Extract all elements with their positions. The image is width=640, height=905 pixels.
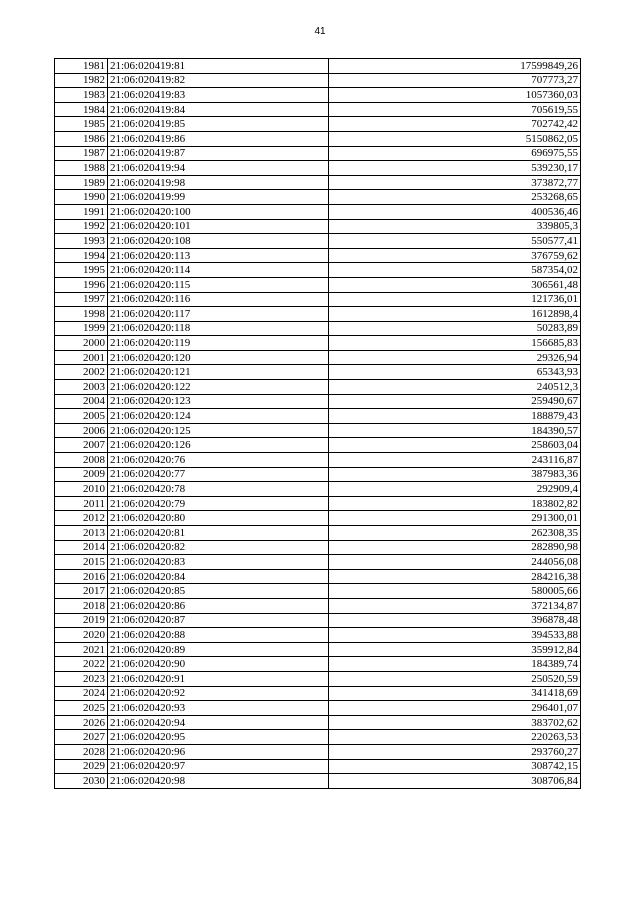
- cadastral-number-cell: 21:06:020420:92: [108, 686, 329, 701]
- table-row: [55, 277, 581, 292]
- row-number-cell: 1999: [55, 321, 108, 336]
- value-cell: 696975,55: [329, 146, 581, 161]
- table-row: [55, 161, 581, 176]
- table-row: [55, 555, 581, 570]
- value-cell: 550577,41: [329, 234, 581, 249]
- value-cell: 296401,07: [329, 701, 581, 716]
- table-row: [55, 744, 581, 759]
- value-cell: 184389,74: [329, 657, 581, 672]
- table-row: [55, 613, 581, 628]
- value-cell: 259490,67: [329, 394, 581, 409]
- cadastral-number-cell: 21:06:020420:115: [108, 277, 329, 292]
- table-row: [55, 219, 581, 234]
- table-row: [55, 365, 581, 380]
- page-number: 41: [314, 26, 326, 37]
- value-cell: 339805,3: [329, 219, 581, 234]
- table-row: [55, 292, 581, 307]
- value-cell: 373872,77: [329, 175, 581, 190]
- row-number-cell: 1987: [55, 146, 108, 161]
- table-row: [55, 774, 581, 789]
- cadastral-number-cell: 21:06:020420:90: [108, 657, 329, 672]
- table-row: [55, 321, 581, 336]
- value-cell: 250520,59: [329, 671, 581, 686]
- cadastral-number-cell: 21:06:020420:126: [108, 438, 329, 453]
- cadastral-number-cell: 21:06:020420:91: [108, 671, 329, 686]
- cadastral-number-cell: 21:06:020420:95: [108, 730, 329, 745]
- value-cell: 292909,4: [329, 482, 581, 497]
- row-number-cell: 2027: [55, 730, 108, 745]
- cadastral-number-cell: 21:06:020420:101: [108, 219, 329, 234]
- value-cell: 121736,01: [329, 292, 581, 307]
- row-number-cell: 2000: [55, 336, 108, 351]
- table-row: [55, 628, 581, 643]
- row-number-cell: 2010: [55, 482, 108, 497]
- row-number-cell: 2007: [55, 438, 108, 453]
- value-cell: 383702,62: [329, 715, 581, 730]
- row-number-cell: 1989: [55, 175, 108, 190]
- value-cell: 308706,84: [329, 774, 581, 789]
- cadastral-number-cell: 21:06:020420:93: [108, 701, 329, 716]
- row-number-cell: 1986: [55, 131, 108, 146]
- cadastral-number-cell: 21:06:020420:87: [108, 613, 329, 628]
- table-row: [55, 73, 581, 88]
- cadastral-number-cell: 21:06:020420:78: [108, 482, 329, 497]
- value-cell: 258603,04: [329, 438, 581, 453]
- cadastral-number-cell: 21:06:020420:94: [108, 715, 329, 730]
- row-number-cell: 1991: [55, 204, 108, 219]
- cadastral-number-cell: 21:06:020420:81: [108, 526, 329, 541]
- row-number-cell: 1981: [55, 59, 108, 74]
- value-cell: 308742,15: [329, 759, 581, 774]
- table-row: [55, 526, 581, 541]
- table-row: [55, 423, 581, 438]
- table-row: [55, 715, 581, 730]
- row-number-cell: 1998: [55, 307, 108, 322]
- row-number-cell: 2025: [55, 701, 108, 716]
- cadastral-number-cell: 21:06:020419:83: [108, 88, 329, 103]
- row-number-cell: 2004: [55, 394, 108, 409]
- value-cell: 29326,94: [329, 350, 581, 365]
- value-cell: 394533,88: [329, 628, 581, 643]
- cadastral-number-cell: 21:06:020420:125: [108, 423, 329, 438]
- value-cell: 188879,43: [329, 409, 581, 424]
- cadastral-number-cell: 21:06:020420:119: [108, 336, 329, 351]
- table-row: [55, 701, 581, 716]
- table-row: [55, 730, 581, 745]
- value-cell: 293760,27: [329, 744, 581, 759]
- table-row: [55, 759, 581, 774]
- row-number-cell: 2003: [55, 380, 108, 395]
- cadastral-number-cell: 21:06:020420:85: [108, 584, 329, 599]
- cadastral-number-cell: 21:06:020419:84: [108, 102, 329, 117]
- cadastral-number-cell: 21:06:020420:79: [108, 496, 329, 511]
- table-row: [55, 657, 581, 672]
- table-row: [55, 642, 581, 657]
- cadastral-number-cell: 21:06:020419:99: [108, 190, 329, 205]
- cadastral-number-cell: 21:06:020420:123: [108, 394, 329, 409]
- value-cell: 282890,98: [329, 540, 581, 555]
- row-number-cell: 2017: [55, 584, 108, 599]
- cadastral-number-cell: 21:06:020420:121: [108, 365, 329, 380]
- row-number-cell: 1997: [55, 292, 108, 307]
- row-number-cell: 2013: [55, 526, 108, 541]
- cadastral-number-cell: 21:06:020420:86: [108, 598, 329, 613]
- row-number-cell: 1995: [55, 263, 108, 278]
- value-cell: 17599849,26: [329, 59, 581, 74]
- row-number-cell: 2021: [55, 642, 108, 657]
- cadastral-number-cell: 21:06:020420:96: [108, 744, 329, 759]
- table-row: [55, 88, 581, 103]
- value-cell: 5150862,05: [329, 131, 581, 146]
- table-row: [55, 569, 581, 584]
- row-number-cell: 2002: [55, 365, 108, 380]
- row-number-cell: 1988: [55, 161, 108, 176]
- table-row: [55, 146, 581, 161]
- value-cell: 291300,01: [329, 511, 581, 526]
- cadastral-number-cell: 21:06:020420:76: [108, 453, 329, 468]
- value-cell: 400536,46: [329, 204, 581, 219]
- value-cell: 396878,48: [329, 613, 581, 628]
- value-cell: 220263,53: [329, 730, 581, 745]
- row-number-cell: 1993: [55, 234, 108, 249]
- value-cell: 183802,82: [329, 496, 581, 511]
- row-number-cell: 2011: [55, 496, 108, 511]
- row-number-cell: 2014: [55, 540, 108, 555]
- row-number-cell: 2006: [55, 423, 108, 438]
- table-row: [55, 234, 581, 249]
- table-row: [55, 511, 581, 526]
- value-cell: 372134,87: [329, 598, 581, 613]
- cadastral-number-cell: 21:06:020420:89: [108, 642, 329, 657]
- row-number-cell: 2012: [55, 511, 108, 526]
- value-cell: 262308,35: [329, 526, 581, 541]
- row-number-cell: 2008: [55, 453, 108, 468]
- row-number-cell: 2005: [55, 409, 108, 424]
- cadastral-number-cell: 21:06:020419:82: [108, 73, 329, 88]
- value-cell: 65343,93: [329, 365, 581, 380]
- row-number-cell: 2020: [55, 628, 108, 643]
- row-number-cell: 1983: [55, 88, 108, 103]
- cadastral-number-cell: 21:06:020420:117: [108, 307, 329, 322]
- cadastral-number-cell: 21:06:020419:98: [108, 175, 329, 190]
- value-cell: 240512,3: [329, 380, 581, 395]
- cadastral-number-cell: 21:06:020419:85: [108, 117, 329, 132]
- cadastral-number-cell: 21:06:020420:77: [108, 467, 329, 482]
- row-number-cell: 2015: [55, 555, 108, 570]
- table-row: [55, 467, 581, 482]
- cadastral-number-cell: 21:06:020420:84: [108, 569, 329, 584]
- row-number-cell: 2009: [55, 467, 108, 482]
- table-row: [55, 598, 581, 613]
- value-cell: 1612898,4: [329, 307, 581, 322]
- value-cell: 1057360,03: [329, 88, 581, 103]
- table-row: [55, 453, 581, 468]
- table-row: [55, 204, 581, 219]
- value-cell: 702742,42: [329, 117, 581, 132]
- value-cell: 387983,36: [329, 467, 581, 482]
- row-number-cell: 2023: [55, 671, 108, 686]
- row-number-cell: 1984: [55, 102, 108, 117]
- cadastral-number-cell: 21:06:020420:88: [108, 628, 329, 643]
- cadastral-number-cell: 21:06:020420:116: [108, 292, 329, 307]
- table-row: [55, 686, 581, 701]
- table-body: [55, 59, 581, 789]
- table-row: [55, 540, 581, 555]
- value-cell: 156685,83: [329, 336, 581, 351]
- table-row: [55, 117, 581, 132]
- row-number-cell: 2019: [55, 613, 108, 628]
- value-cell: 184390,57: [329, 423, 581, 438]
- cadastral-number-cell: 21:06:020420:122: [108, 380, 329, 395]
- table-row: [55, 190, 581, 205]
- value-cell: 359912,84: [329, 642, 581, 657]
- row-number-cell: 1992: [55, 219, 108, 234]
- cadastral-number-cell: 21:06:020419:81: [108, 59, 329, 74]
- table-row: [55, 394, 581, 409]
- row-number-cell: 1990: [55, 190, 108, 205]
- row-number-cell: 2016: [55, 569, 108, 584]
- value-cell: 253268,65: [329, 190, 581, 205]
- cadastral-number-cell: 21:06:020420:97: [108, 759, 329, 774]
- cadastral-number-cell: 21:06:020420:124: [108, 409, 329, 424]
- row-number-cell: 2030: [55, 774, 108, 789]
- cadastral-number-cell: 21:06:020420:120: [108, 350, 329, 365]
- cadastral-number-cell: 21:06:020420:80: [108, 511, 329, 526]
- table-row: [55, 438, 581, 453]
- cadastral-number-cell: 21:06:020419:87: [108, 146, 329, 161]
- table-row: [55, 482, 581, 497]
- row-number-cell: 2024: [55, 686, 108, 701]
- value-cell: 306561,48: [329, 277, 581, 292]
- row-number-cell: 2028: [55, 744, 108, 759]
- cadastral-number-cell: 21:06:020420:98: [108, 774, 329, 789]
- row-number-cell: 2029: [55, 759, 108, 774]
- value-cell: 244056,08: [329, 555, 581, 570]
- value-cell: 707773,27: [329, 73, 581, 88]
- row-number-cell: 2001: [55, 350, 108, 365]
- value-cell: 376759,62: [329, 248, 581, 263]
- row-number-cell: 1982: [55, 73, 108, 88]
- cadastral-number-cell: 21:06:020420:82: [108, 540, 329, 555]
- cadastral-number-cell: 21:06:020420:114: [108, 263, 329, 278]
- row-number-cell: 2018: [55, 598, 108, 613]
- table-row: [55, 380, 581, 395]
- cadastral-number-cell: 21:06:020420:113: [108, 248, 329, 263]
- cadastral-number-cell: 21:06:020419:86: [108, 131, 329, 146]
- row-number-cell: 2026: [55, 715, 108, 730]
- table-row: [55, 496, 581, 511]
- table-row: [55, 409, 581, 424]
- value-cell: 50283,89: [329, 321, 581, 336]
- value-cell: 580005,66: [329, 584, 581, 599]
- cadastral-number-cell: 21:06:020420:118: [108, 321, 329, 336]
- row-number-cell: 1994: [55, 248, 108, 263]
- cadastral-number-cell: 21:06:020420:108: [108, 234, 329, 249]
- table-row: [55, 350, 581, 365]
- table-row: [55, 336, 581, 351]
- table-row: [55, 263, 581, 278]
- table-row: [55, 671, 581, 686]
- table-row: [55, 102, 581, 117]
- value-cell: 539230,17: [329, 161, 581, 176]
- table-row: [55, 307, 581, 322]
- cadastral-number-cell: 21:06:020420:83: [108, 555, 329, 570]
- table-row: [55, 175, 581, 190]
- value-cell: 284216,38: [329, 569, 581, 584]
- table-row: [55, 131, 581, 146]
- value-cell: 587354,02: [329, 263, 581, 278]
- table-row: [55, 248, 581, 263]
- value-cell: 243116,87: [329, 453, 581, 468]
- cadastral-number-cell: 21:06:020419:94: [108, 161, 329, 176]
- value-cell: 705619,55: [329, 102, 581, 117]
- value-cell: 341418,69: [329, 686, 581, 701]
- table-row: [55, 59, 581, 74]
- cadastral-values-table: [54, 58, 581, 789]
- row-number-cell: 1985: [55, 117, 108, 132]
- row-number-cell: 1996: [55, 277, 108, 292]
- row-number-cell: 2022: [55, 657, 108, 672]
- cadastral-number-cell: 21:06:020420:100: [108, 204, 329, 219]
- table-row: [55, 584, 581, 599]
